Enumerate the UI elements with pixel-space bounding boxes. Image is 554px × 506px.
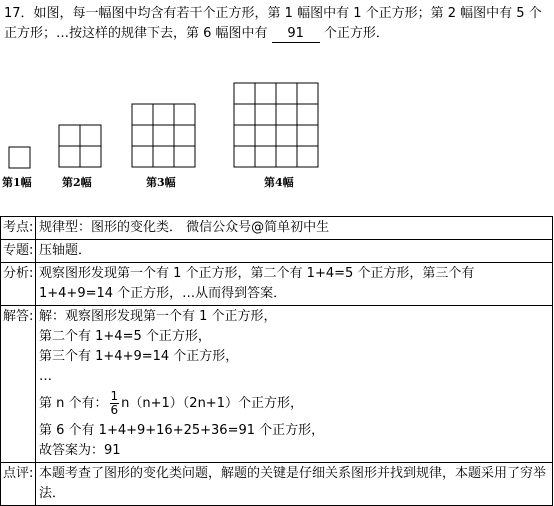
fraction-numerator: 1 [110,389,119,403]
grid-cell [255,125,276,146]
grid-cell [132,146,153,167]
jieda-line-5 [39,387,549,421]
grid-cell [297,83,318,104]
kaodian-text: 规律型：图形的变化类． 微信公众号@简单初中生 [36,217,553,240]
grid-cell [276,125,297,146]
grid-cell [9,147,30,168]
figure-1-svg [8,146,31,169]
jieda-line-1: 解：观察图形发现第一个有 1 个正方形， [39,309,277,324]
grid-cell [276,146,297,167]
dianping-text: 本题考查了图形的变化类问题，解题的关键是仔细关系图形并找到规律，本题采用了穷举法． [36,463,553,506]
grid-cell [59,125,80,146]
grid-cell [255,83,276,104]
solution-table [0,216,553,506]
dianping-label: 点评: [1,463,36,506]
zhuanti-text: 压轴题． [36,240,553,263]
grid-cell [132,125,153,146]
figure-4-label: 第4幅 [264,176,294,189]
figure-2-label: 第2幅 [62,176,92,189]
question-text [4,4,550,44]
grid-cell [276,83,297,104]
jieda-content [36,306,553,463]
jieda-line-2: 第二个有 1+4=5 个正方形， [39,329,211,344]
grid-cell [255,104,276,125]
grid-cell [59,146,80,167]
grid-cell [297,104,318,125]
grid-cell [297,146,318,167]
grid-cell [234,104,255,125]
fenxi-label: 分析: [1,263,36,306]
grid-cell [153,125,174,146]
jieda-label: 解答: [1,306,36,463]
grid-cell [297,125,318,146]
fenxi-text: 观察图形发现第一个有 1 个正方形，第二个有 1+4=5 个正方形，第三个有 1+4+9=14 个正方形，…从而得到答案． [36,263,553,306]
figure-4-grid [233,82,319,168]
figure-1-grid [8,146,31,169]
figure-1-label: 第1幅 [2,176,32,189]
grid-cell [174,125,195,146]
jieda-line-4: … [39,369,52,384]
grid-cell [80,125,101,146]
fraction [110,390,120,417]
grid-cell [153,104,174,125]
zhuanti-row [1,240,553,263]
grid-cell [153,146,174,167]
figure-area [0,70,554,200]
question-suffix: 个正方形． [323,26,389,41]
figure-3-svg [131,103,196,168]
zhuanti-label: 专题: [1,240,36,263]
grid-cell [174,104,195,125]
fraction-denominator: 6 [110,403,119,417]
grid-cell [234,83,255,104]
grid-cell [276,104,297,125]
jieda-line-6: 第 6 个有 1+4+9+16+25+36=91 个正方形， [39,423,325,438]
kaodian-row [1,217,553,240]
figure-3-label: 第3幅 [146,176,176,189]
jieda-line-7: 故答案为：91 [39,443,121,458]
figure-2-grid [58,124,102,168]
grid-cell [174,146,195,167]
grid-cell [234,125,255,146]
answer-blank: 91 [272,26,320,43]
question-prefix: 17．如图，每一幅图中均含有若干个正方形，第 1 幅图中有 1 个正方形；第 2 幅图中有 5 个正方形；…按这样的规律下去，第 6 幅图中有 [4,6,542,41]
jieda-line-5-post: n（n+1）（2n+1）个正方形， [121,396,303,411]
grid-cell [132,104,153,125]
figure-2-svg [58,124,102,168]
grid-cell [255,146,276,167]
jieda-line-5-pre: 第 n 个有： [39,396,108,411]
kaodian-label: 考点: [1,217,36,240]
figure-3-grid [131,103,196,168]
jieda-row [1,306,553,463]
grid-cell [80,146,101,167]
grid-cell [234,146,255,167]
figure-4-svg [233,82,319,168]
jieda-line-3: 第三个有 1+4+9=14 个正方形， [39,349,239,364]
fenxi-row [1,263,553,306]
dianping-row [1,463,553,506]
